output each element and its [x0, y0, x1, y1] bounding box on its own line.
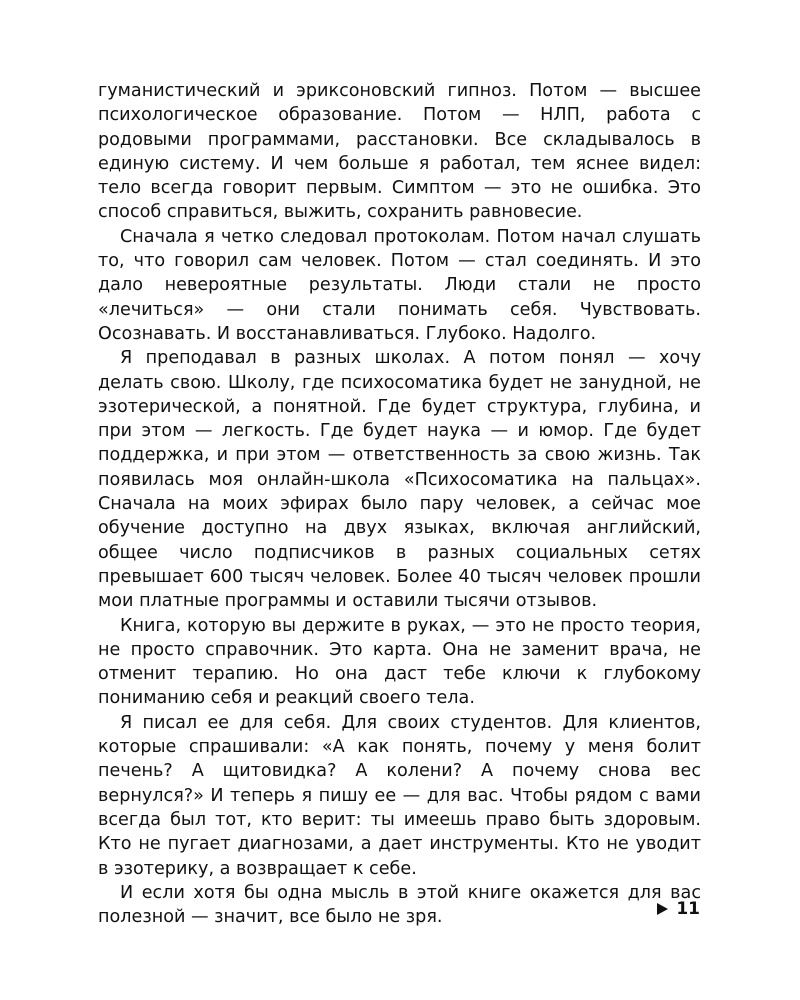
paragraph-3: Я преподавал в разных школах. А потом понял — хочу делать свою. Школу, где психосоматика будет не занудной, не эзотерической, а понятной. Где будет структура, глубина, и при этом — легкость. Где будет наука — и юмор. Где будет поддержка, и при этом — ответственность за свою жизнь. Так появилась моя онлайн-школа «Психосоматика на пальцах». Сначала на моих эфирах было пару человек, а сейчас мое обучение доступно на двух языках, включая английский, общее число подписчиков в разных социальных сетях превышает 600 тысяч человек. Более 40 тысяч человек прошли мои платные программы и оставили тысячи отзывов.: [98, 348, 701, 612]
paragraph-2: Сначала я четко следовал протоколам. Потом начал слушать то, что говорил сам человек. Потом — стал соединять. И это дало невероятные результаты. Люди стали не просто «лечиться» — они стали понимать себя. Чувствовать. Осознавать. И восстанавливаться. Глубоко. Надолго.: [98, 226, 701, 344]
paragraph-1: гуманистический и эриксоновский гипноз. Потом — высшее психологическое образование. Потом — НЛП, работа с родовыми программами, расстановки. Все складывалось в единую систему. И чем больше я работал, тем яснее видел: тело всегда говорит первым. Симптом — это не ошибка. Это способ справиться, выжить, сохранить равновесие.: [98, 81, 701, 223]
page-body: [98, 79, 701, 929]
paragraph-4: Книга, которую вы держите в руках, — это не просто теория, не просто справочник. Это карта. Она не заменит врача, не отменит терапию. Но она даст тебе ключи к глубокому пониманию себя и реакций своего тела.: [98, 615, 701, 709]
paragraph-5: Я писал ее для себя. Для своих студентов. Для клиентов, которые спрашивали: «А как понять, почему у меня болит печень? А щитовидка? А колени? А почему снова вес вернулся?» И теперь я пишу ее — для вас. Чтобы рядом с вами всегда был тот, кто верит: ты имеешь право быть здоровым. Кто не пугает диагнозами, а дает инструменты. Кто не уводит в эзотерику, а возвращает к себе.: [98, 712, 701, 879]
paragraph-6: И если хотя бы одна мысль в этой книге окажется для вас полезной — значит, все было не зря.: [98, 882, 701, 928]
arrow-right-icon: [657, 903, 668, 915]
page-number: 11: [676, 899, 700, 919]
page-footer: [657, 899, 700, 919]
